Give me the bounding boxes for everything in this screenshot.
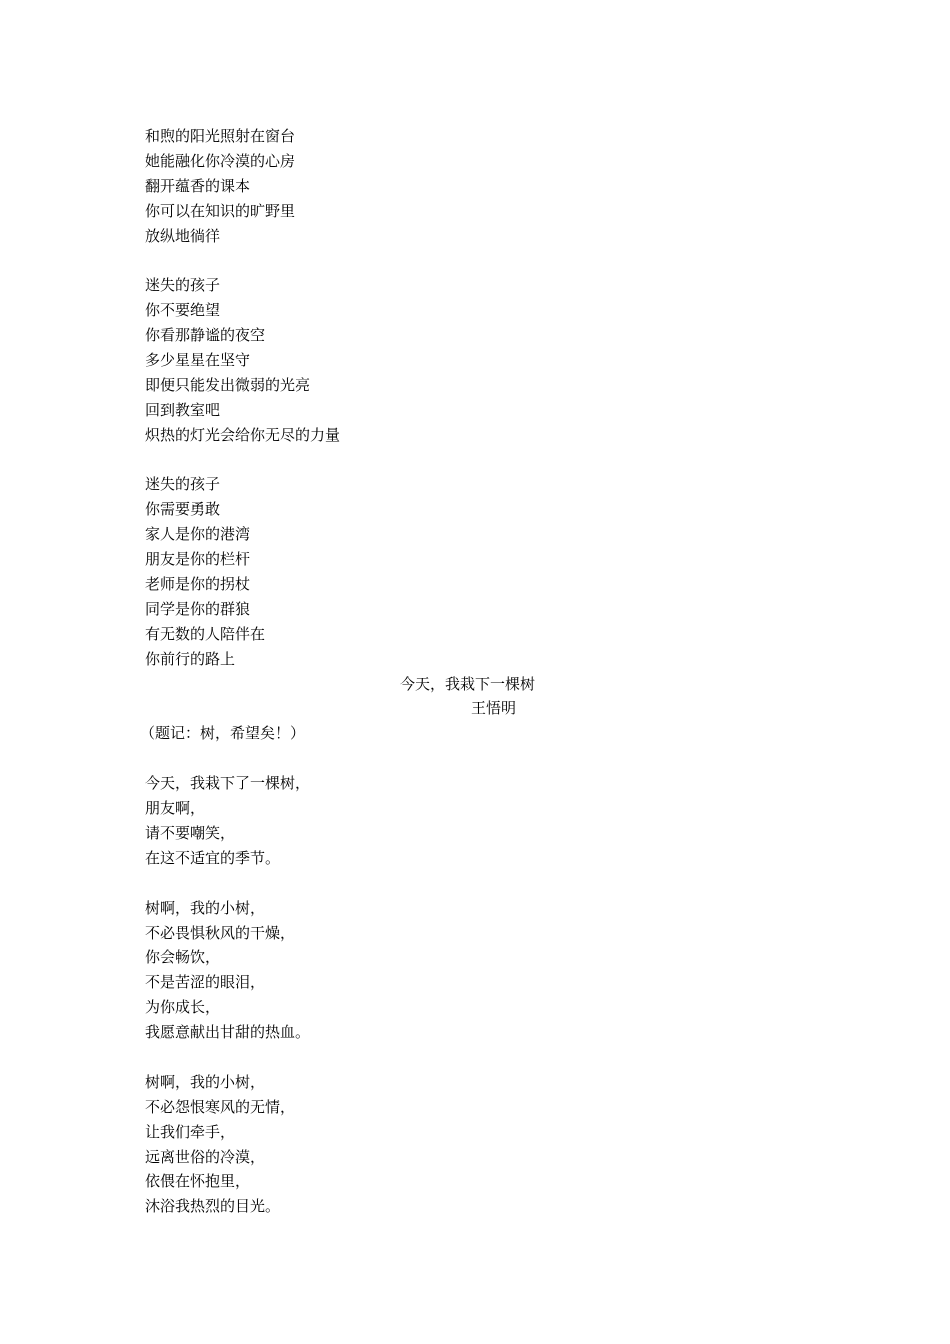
poem1-stanza-1 bbox=[0, 124, 950, 248]
poem-line: 翻开蕴香的课本 bbox=[145, 176, 251, 195]
poem-line: 不必畏惧秋风的干燥， bbox=[145, 923, 296, 942]
poem-line: 炽热的灯光会给你无尽的力量 bbox=[145, 425, 341, 444]
poem-line: 树啊，我的小树， bbox=[145, 898, 266, 917]
poem-inscription: （题记：树，希望矣！） bbox=[140, 724, 306, 743]
stanza-gap bbox=[0, 746, 950, 771]
poem-line: 有无数的人陪伴在 bbox=[145, 624, 266, 643]
poem-line: 和煦的阳光照射在窗台 bbox=[145, 127, 296, 145]
poem2-author-row bbox=[0, 696, 950, 721]
poem-line: 树啊，我的小树， bbox=[145, 1072, 266, 1091]
poem-line: 她能融化你冷漠的心房 bbox=[145, 151, 296, 170]
poem-line: 在这不适宜的季节。 bbox=[145, 848, 281, 867]
poem-line: 朋友啊， bbox=[145, 799, 206, 818]
poem2-stanza-1 bbox=[0, 771, 950, 871]
poem2-stanza-3 bbox=[0, 1070, 950, 1219]
poem-line: 回到教室吧 bbox=[145, 400, 221, 419]
poem-line: 让我们牵手， bbox=[145, 1122, 236, 1141]
stanza-gap bbox=[0, 871, 950, 896]
poem-line: 迷失的孩子 bbox=[145, 475, 221, 494]
poem-line: 放纵地徜徉 bbox=[145, 226, 221, 245]
poem2-title-row bbox=[0, 672, 950, 697]
stanza-gap bbox=[0, 1045, 950, 1070]
poem-line: 沐浴我热烈的目光。 bbox=[145, 1197, 281, 1216]
poem-line: 朋友是你的栏杆 bbox=[145, 550, 251, 569]
stanza-gap bbox=[0, 248, 950, 273]
poem-author: 王悟明 bbox=[471, 699, 517, 718]
poem-line: 今天，我栽下了一棵树， bbox=[145, 774, 311, 793]
poem-line: 家人是你的港湾 bbox=[145, 525, 251, 544]
poem-line: 你不要绝望 bbox=[145, 301, 221, 320]
poem-line: 即便只能发出微弱的光亮 bbox=[145, 375, 311, 394]
poem-line: 为你成长， bbox=[145, 998, 221, 1017]
poem-line: 迷失的孩子 bbox=[145, 276, 221, 295]
poem-line: 我愿意献出甘甜的热血。 bbox=[145, 1023, 311, 1042]
poem-line: 请不要嘲笑， bbox=[145, 823, 236, 842]
poem-line: 多少星星在坚守 bbox=[145, 351, 251, 370]
poem1-stanza-3 bbox=[0, 472, 950, 671]
poem-line: 你会畅饮， bbox=[145, 948, 221, 967]
poem-line: 老师是你的拐杖 bbox=[145, 575, 251, 594]
poem1-stanza-2 bbox=[0, 273, 950, 447]
poem2-stanza-2 bbox=[0, 896, 950, 1045]
poem-line: 不必怨恨寒风的无情， bbox=[145, 1097, 296, 1116]
poem-line: 不是苦涩的眼泪， bbox=[145, 973, 266, 992]
poem-line: 你前行的路上 bbox=[145, 649, 236, 668]
stanza-gap bbox=[0, 448, 950, 473]
poem-line: 你需要勇敢 bbox=[145, 500, 221, 519]
poem-line: 远离世俗的冷漠， bbox=[145, 1147, 266, 1166]
poem-line: 同学是你的群狼 bbox=[145, 599, 251, 618]
poem-title: 今天，我栽下一棵树 bbox=[400, 674, 536, 693]
poem-line: 依偎在怀抱里， bbox=[145, 1172, 251, 1191]
poem-line: 你可以在知识的旷野里 bbox=[145, 201, 296, 220]
document-page bbox=[0, 124, 950, 1219]
poem-line: 你看那静谧的夜空 bbox=[145, 326, 266, 345]
